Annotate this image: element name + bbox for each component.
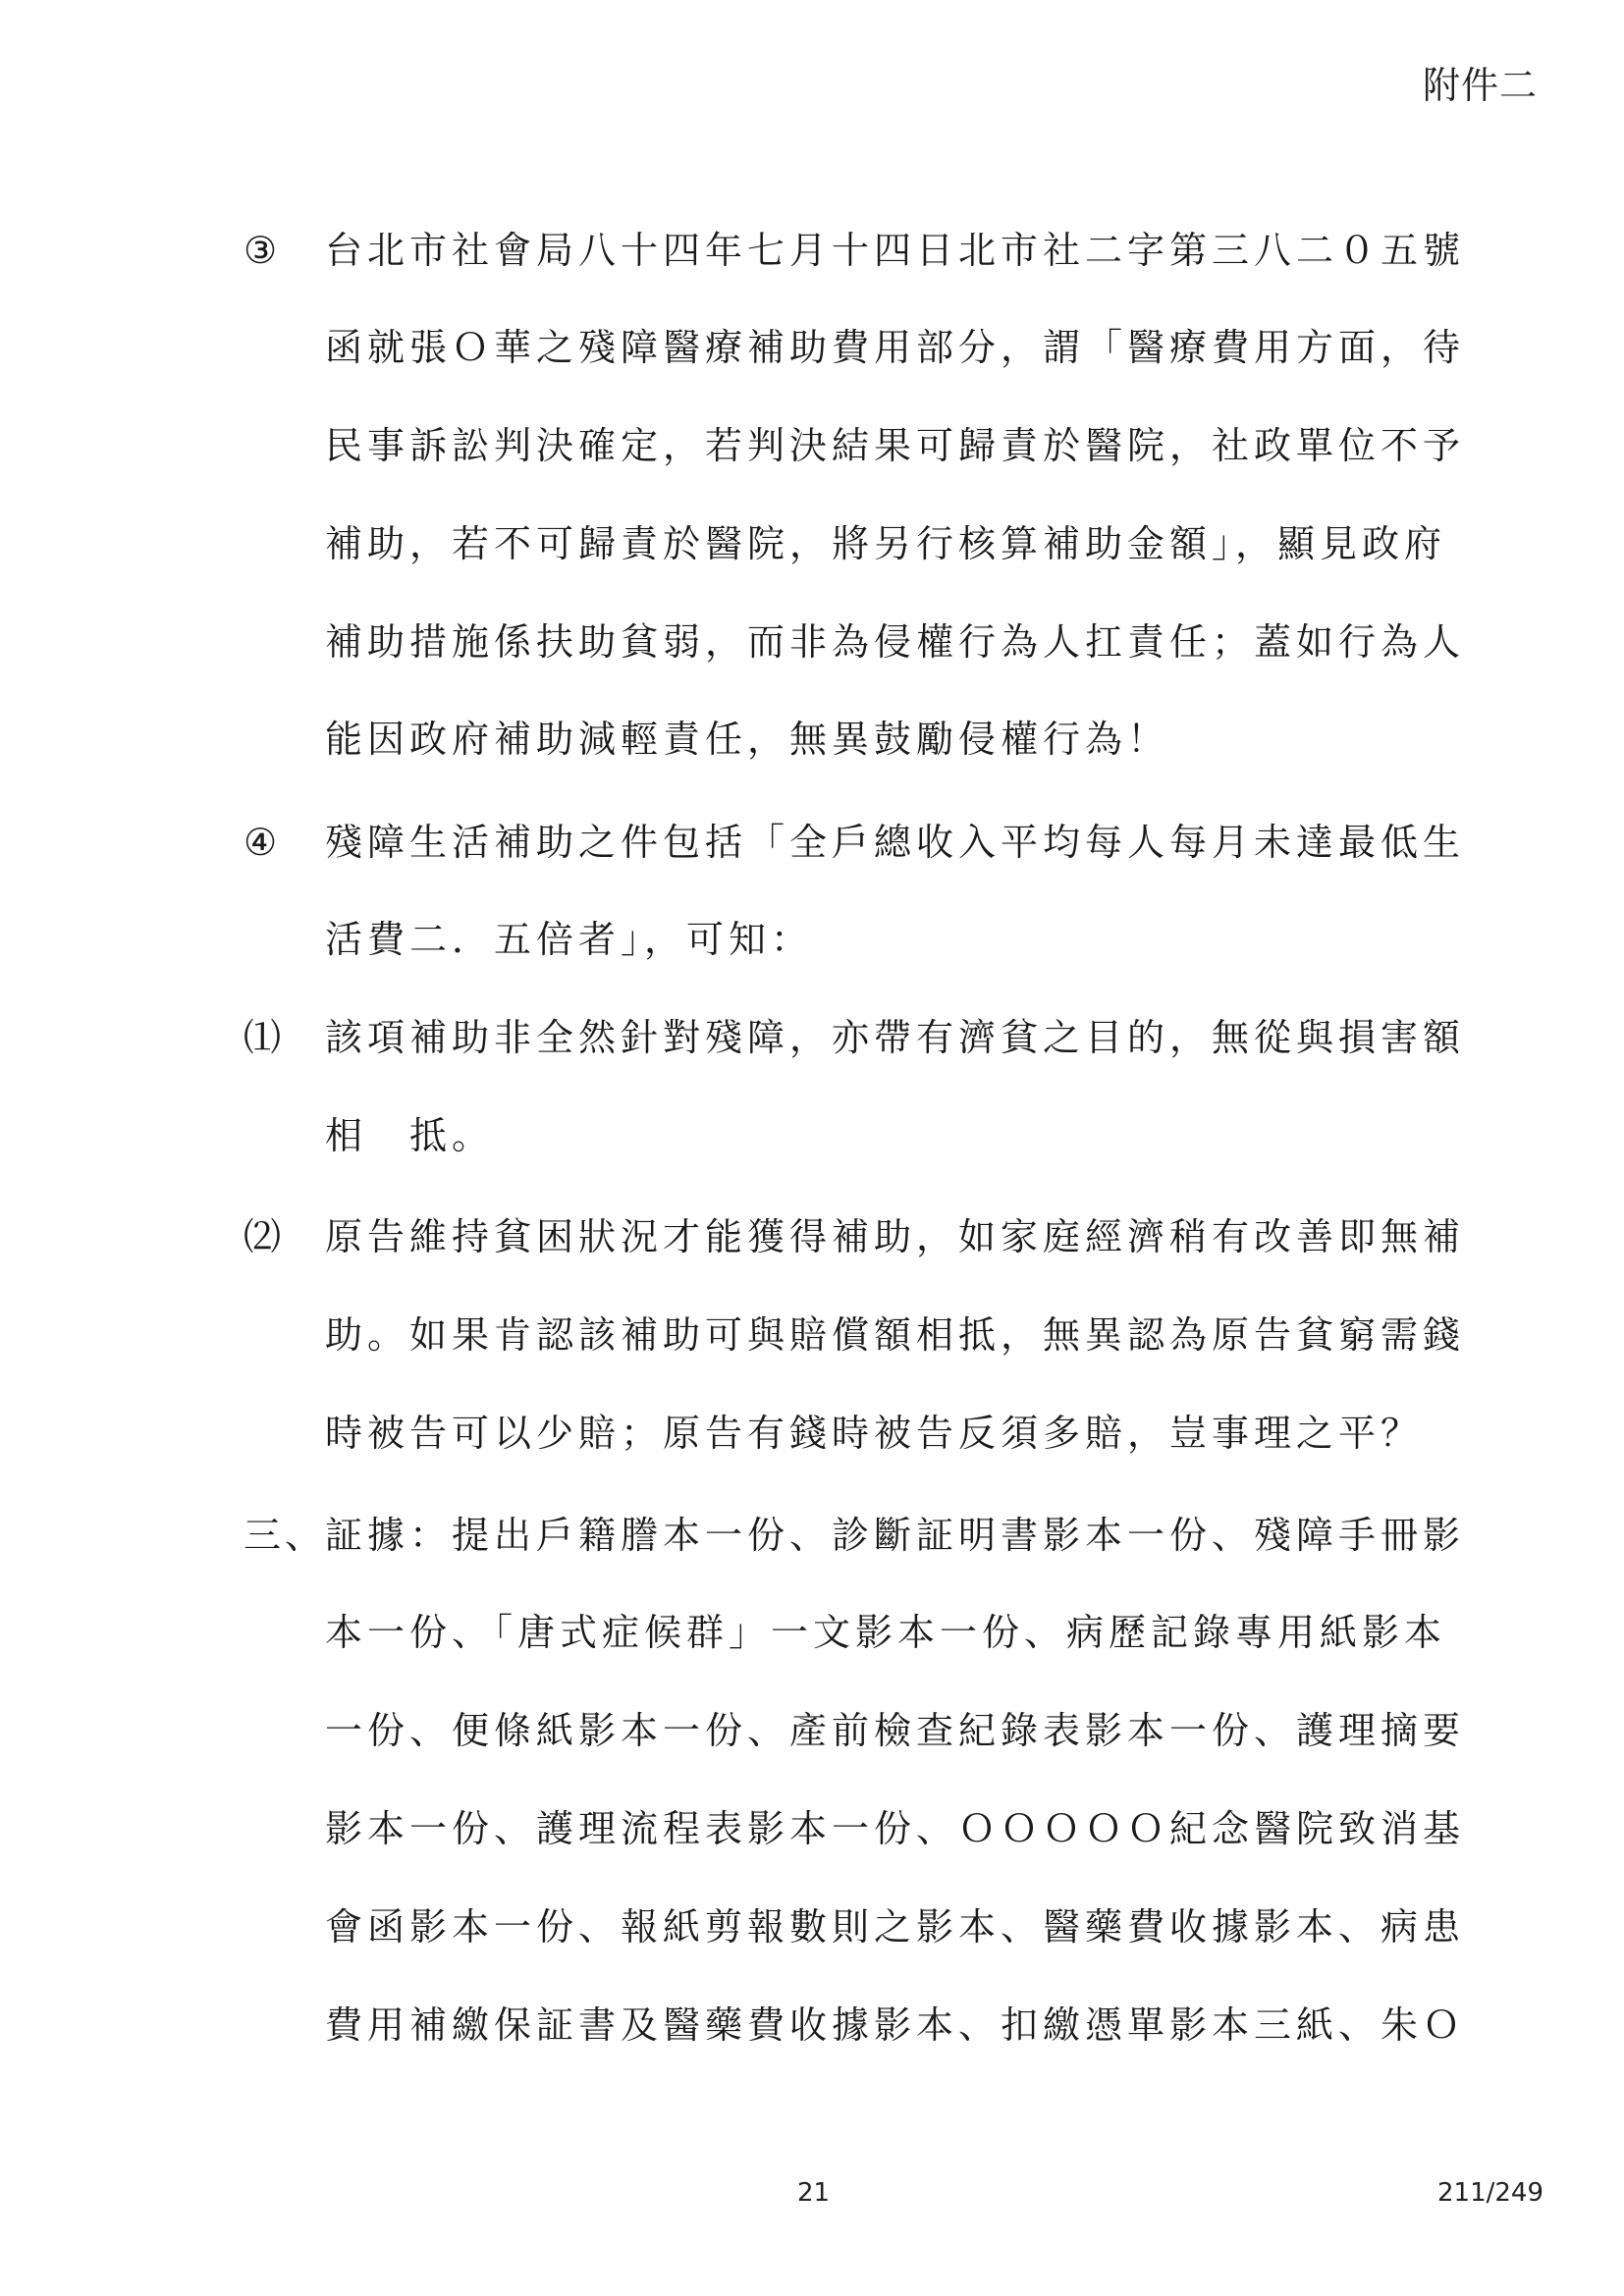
attachment-label: 附件二 (1422, 64, 1538, 107)
paragraph-line: 能因政府補助減輕責任，無異鼓勵侵權行為！ (325, 718, 1170, 761)
paragraph-line: 証據：提出戶籍謄本一份、診斷証明書影本一份、殘障手冊影 (325, 1514, 1466, 1557)
paragraph-line: 助。如果肯認該補助可與賠償額相抵，無異認為原告貧窮需錢 (325, 1313, 1466, 1357)
paragraph-line: 殘障生活補助之件包括「全戶總收入平均每人每月未達最低生 (325, 821, 1466, 864)
paragraph-line: 時被告可以少賠；原告有錢時被告反須多賠，豈事理之平？ (325, 1412, 1424, 1455)
paragraph-line: 台北市社會局八十四年七月十四日北市社二字第三八二０五號 (325, 229, 1466, 272)
paragraph-line: 費用補繳保証書及醫藥費收據影本、扣繳憑單影本三紙、朱Ｏ (325, 2003, 1466, 2047)
paragraph-line: 函就張Ｏ華之殘障醫療補助費用部分，謂「醫療費用方面，待 (325, 326, 1466, 369)
paragraph-line: 原告維持貧困狀況才能獲得補助，如家庭經濟稍有改善即無補 (325, 1215, 1466, 1258)
paragraph-line: 影本一份、護理流程表影本一份、ＯＯＯＯＯ紀念醫院致消基 (325, 1807, 1466, 1850)
page-total: 211/249 (1436, 2178, 1543, 2208)
paragraph-line: 民事訴訟判決確定，若判決結果可歸責於醫院，社政單位不予 (325, 424, 1466, 467)
page-number: 21 (797, 2178, 831, 2208)
item-marker: ⑵ (244, 1215, 282, 1258)
paragraph-line: 本一份、「唐式症候群」一文影本一份、病歷記錄專用紙影本 (325, 1611, 1447, 1654)
paragraph-line: 補助措施係扶助貧弱，而非為侵權行為人扛責任；蓋如行為人 (325, 620, 1466, 664)
paragraph-line: 會函影本一份、報紙剪報數則之影本、醫藥費收據影本、病患 (325, 1905, 1466, 1949)
section-marker: 三、 (244, 1514, 327, 1557)
paragraph-line: 一份、便條紙影本一份、產前檢查紀錄表影本一份、護理摘要 (325, 1709, 1466, 1752)
paragraph-line: 活費二．五倍者」，可知： (325, 918, 814, 961)
paragraph-line: 相 抵。 (325, 1114, 495, 1157)
item-marker: ④ (244, 821, 278, 864)
paragraph-line: 該項補助非全然針對殘障，亦帶有濟貧之目的，無從與損害額 (325, 1016, 1466, 1059)
paragraph-line: 補助，若不可歸責於醫院，將另行核算補助金額」，顯見政府 (325, 522, 1447, 565)
item-marker: ③ (244, 229, 278, 272)
item-marker: ⑴ (244, 1016, 282, 1059)
